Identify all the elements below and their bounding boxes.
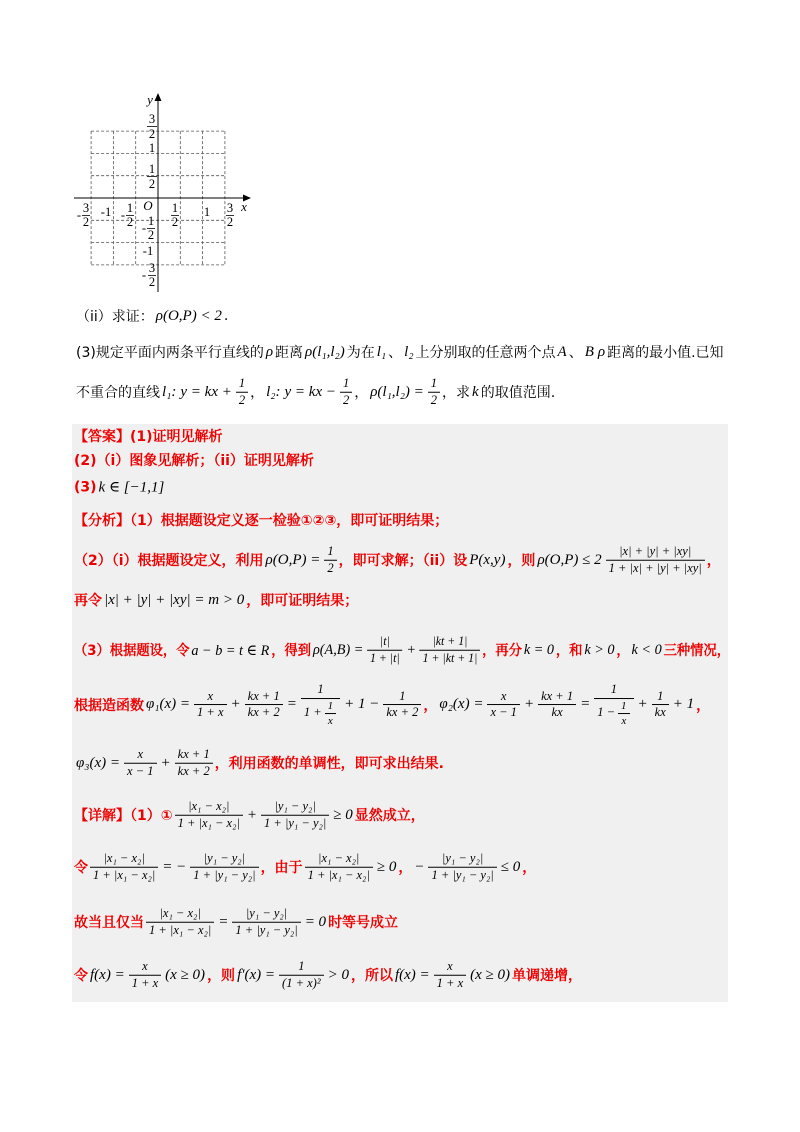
fraction-numerator	[606, 545, 705, 561]
fraction	[129, 960, 161, 991]
text-run: ，则	[207, 968, 236, 984]
text-run: 不重合的直线	[76, 385, 160, 401]
fraction-numerator	[428, 852, 496, 868]
fraction	[232, 907, 300, 938]
math-expression: ρ(l₁,l₂)	[305, 343, 345, 360]
text-run: 距离	[275, 345, 304, 361]
fraction-denominator	[420, 651, 480, 666]
math-text: kx + 2	[177, 763, 210, 778]
math-text: 1 + x	[131, 975, 159, 990]
math-text: 1 + |x₁ − x₂|	[149, 922, 212, 937]
question-ii-prompt	[76, 306, 228, 326]
text-run: ，即可求解；（ii）设	[338, 553, 468, 569]
tick-numerator: 1	[126, 201, 134, 215]
math-expression: −	[414, 858, 425, 875]
math-text: kx	[551, 705, 563, 720]
fraction	[606, 545, 705, 576]
text-run: (3)规定平面内两条平行直线的	[76, 345, 264, 361]
tick-numerator: 1	[147, 214, 155, 228]
fraction-denominator	[232, 923, 300, 938]
tick-sign: -	[141, 221, 147, 235]
math-expression: +	[230, 696, 241, 713]
math-text: |kt + 1|	[432, 633, 468, 648]
fraction-denominator	[325, 714, 337, 727]
text-run: 根据造函数	[74, 698, 144, 714]
fraction	[428, 852, 496, 883]
math-text: 2	[327, 560, 334, 575]
text-run: ，即可证明结果；	[246, 593, 359, 609]
text-run: ，	[250, 385, 265, 401]
tick-denominator: 2	[226, 215, 234, 229]
math-text: |y₁ − y₂|	[245, 905, 288, 920]
text-run: 【详解】（1）①	[74, 808, 173, 824]
math-expression: + 1	[672, 696, 695, 713]
text-run: 故当且仅当	[74, 915, 144, 931]
text-run: ，	[423, 698, 438, 714]
fraction	[340, 377, 352, 408]
math-text: |y₁ − y₂|	[203, 850, 246, 865]
fraction	[428, 377, 440, 408]
math-expression: k > 0	[584, 641, 615, 658]
x-tick-label-1-2	[171, 201, 179, 229]
math-expression: φ₃(x) =	[76, 754, 121, 771]
text-run: ，由于	[260, 860, 303, 876]
fraction-denominator	[236, 393, 248, 408]
math-expression: k	[472, 383, 479, 400]
fraction	[618, 700, 630, 727]
tick-denominator: 2	[148, 177, 156, 191]
analysis-part-3	[74, 635, 730, 666]
math-expression: + 1 −	[344, 696, 380, 713]
analysis-part-2-continued	[74, 590, 358, 610]
math-text: 1 + |t|	[370, 650, 400, 665]
text-run: 、	[568, 345, 583, 361]
math-text: |y₁ − y₂|	[441, 850, 484, 865]
fraction-denominator	[175, 816, 243, 831]
fraction-numerator	[245, 690, 283, 706]
fraction	[124, 748, 156, 779]
math-expression: f(x) =	[394, 966, 430, 983]
fraction	[324, 545, 336, 576]
math-expression: y = kx +	[180, 383, 232, 400]
text-run: 三种情况，	[663, 643, 730, 659]
fraction-denominator	[538, 706, 576, 721]
solution-part-1-condition-1	[74, 800, 425, 831]
text-run: 、	[388, 345, 403, 361]
fraction-denominator	[434, 976, 466, 991]
math-text: kx + 1	[177, 746, 210, 761]
math-expression: ρ(O,P) ≤ 2	[537, 551, 602, 568]
text-run: 距离的最小值.已知	[607, 345, 724, 361]
coordinate-grid-figure	[60, 88, 260, 300]
math-text: |x₁ − x₂|	[159, 905, 201, 920]
question-3-given	[76, 377, 555, 408]
fraction-numerator	[261, 800, 329, 816]
tick-numerator: 3	[226, 201, 234, 215]
math-text: 1	[621, 699, 627, 712]
math-text: x	[142, 958, 148, 973]
math-text: 1 + x	[436, 975, 464, 990]
fraction-denominator	[618, 714, 630, 727]
math-expression: A	[557, 343, 567, 360]
tick-numerator: 3	[148, 112, 156, 126]
fraction-numerator	[301, 683, 340, 699]
x-tick-label-3-2	[226, 201, 234, 229]
math-text: 1	[317, 682, 324, 697]
text-run: 的取值范围.	[480, 385, 556, 401]
fraction-numerator	[487, 690, 519, 706]
tick-sign: -	[76, 208, 82, 222]
analysis-part-2	[74, 545, 721, 576]
question-3-definition	[76, 342, 724, 362]
math-text: |x₁ − x₂|	[188, 798, 230, 813]
fraction-denominator	[279, 976, 324, 991]
tick-numerator: 3	[82, 201, 90, 215]
y-tick-label-neg-1: -1	[142, 244, 154, 258]
math-text: 1 + x	[197, 705, 224, 720]
y-tick-label-1: 1	[148, 141, 156, 155]
math-expression: (x ≥ 0)	[470, 966, 511, 983]
text-run: 【答案】(1)证明见解析	[74, 429, 223, 445]
math-text: 1	[327, 543, 334, 558]
fraction-numerator	[194, 690, 226, 706]
text-run: .	[223, 308, 229, 324]
fraction-numerator	[340, 377, 352, 393]
fraction-numerator	[367, 635, 402, 651]
math-expression: l₁	[376, 343, 387, 360]
math-text: x	[621, 714, 627, 727]
math-expression: +	[637, 696, 648, 713]
tick-denominator: 2	[148, 275, 156, 289]
fraction	[538, 690, 576, 721]
math-expression: f(x) =	[90, 966, 125, 983]
math-expression: B	[584, 343, 594, 360]
tick-sign: -	[141, 268, 147, 282]
text-run: ，得到	[271, 643, 312, 659]
text-run: 上分别取的任意两个点	[415, 345, 556, 361]
fraction-numerator	[594, 683, 633, 699]
math-text: |t|	[379, 633, 390, 648]
analysis-part-3-functions	[74, 683, 710, 727]
math-expression: l₁:	[162, 383, 177, 400]
math-expression: (x ≥ 0)	[165, 966, 206, 983]
tick-denominator: 2	[148, 127, 156, 141]
math-expression: =	[286, 696, 297, 713]
fraction-numerator	[175, 800, 243, 816]
fraction-numerator	[90, 852, 158, 868]
math-expression: l₂	[404, 343, 414, 360]
math-text: kx + 2	[247, 705, 280, 720]
math-expression: ρ	[597, 343, 606, 360]
math-text: (1 + x)²	[282, 975, 321, 990]
math-expression: k < 0	[631, 641, 662, 658]
analysis-part-3-conclusion	[74, 748, 444, 779]
fraction-numerator	[420, 635, 480, 651]
math-expression: a − b = t ∈ R	[191, 642, 270, 659]
fraction	[325, 700, 337, 727]
fraction	[279, 960, 324, 991]
answer-part-2	[74, 450, 314, 470]
math-expression: +	[160, 754, 171, 771]
x-tick-label-1: 1	[203, 205, 211, 219]
math-text: 1 + |x₁ − x₂|	[93, 867, 156, 882]
fraction-numerator	[279, 960, 324, 976]
fraction	[90, 852, 158, 883]
math-text: x	[327, 714, 333, 727]
text-run: ，利用函数的单调性，即可求出结果.	[214, 756, 445, 772]
math-text: 1 + |x₁ − x₂|	[307, 867, 370, 882]
math-text: 1 + |x₁ − x₂|	[177, 815, 240, 830]
text-run: 时等号成立	[328, 915, 399, 931]
math-text: kx + 1	[247, 688, 280, 703]
text-run: （2）（i）根据题设定义，利用	[74, 553, 264, 569]
fraction	[175, 748, 213, 779]
solution-step-assume	[74, 852, 536, 883]
math-expression: φ₁(x) =	[146, 696, 191, 713]
math-text: |x| + |y| + |xy|	[619, 543, 692, 558]
fraction-denominator	[124, 764, 156, 779]
math-expression: k ∈ [−1,1]	[98, 479, 165, 496]
origin-label: O	[143, 198, 153, 213]
fraction-numerator	[652, 690, 669, 706]
text-run: 再令	[74, 593, 102, 609]
fraction-numerator	[538, 690, 576, 706]
fraction-numerator	[618, 700, 630, 714]
math-text: kx + 2	[386, 705, 419, 720]
text-run: ，则	[507, 553, 536, 569]
fraction-numerator	[324, 545, 336, 561]
fraction-denominator	[90, 868, 158, 883]
text-run: ，	[522, 860, 537, 876]
text-run: ，	[398, 860, 413, 876]
text-run: ，	[616, 643, 630, 659]
fraction	[301, 683, 340, 727]
fraction	[175, 800, 243, 831]
x-tick-label-neg-3-2	[77, 201, 90, 229]
math-expression: =	[580, 696, 591, 713]
fraction	[420, 635, 480, 666]
math-text: 1	[342, 375, 350, 390]
fraction	[434, 960, 466, 991]
math-text: 1 + |kt + 1|	[422, 650, 478, 665]
math-text: x − 1	[127, 763, 154, 778]
math-text: x	[447, 958, 453, 973]
math-expression: ≥ 0	[376, 858, 397, 875]
tick-sign: -	[120, 208, 126, 222]
fraction-numerator	[232, 907, 300, 923]
text-run: 显然成立，	[354, 808, 425, 824]
math-expression: l₂:	[266, 383, 281, 400]
tick-denominator: 2	[171, 215, 179, 229]
fraction-denominator	[245, 706, 283, 721]
text-run: 令	[74, 968, 88, 984]
fraction-numerator	[428, 377, 440, 393]
math-text: x	[207, 688, 214, 703]
math-text: x − 1	[490, 705, 517, 720]
fraction-denominator	[129, 976, 161, 991]
text-run: ，和	[555, 643, 583, 659]
text-run: 令	[74, 860, 88, 876]
math-expression: ≥ 0	[333, 806, 353, 823]
math-text: 1	[430, 375, 438, 390]
fraction	[190, 852, 258, 883]
math-expression: 1 −	[597, 705, 616, 720]
math-text: 2	[238, 392, 246, 407]
fraction-denominator	[261, 816, 329, 831]
text-run: (2)（i）图象见解析；（ii）证明见解析	[74, 453, 314, 469]
text-run: ，再分	[482, 643, 522, 659]
fraction-numerator	[146, 907, 214, 923]
fraction-denominator	[324, 561, 336, 576]
math-text: x	[137, 746, 144, 761]
math-text: 1	[327, 699, 334, 712]
math-expression: f′(x) =	[237, 966, 276, 983]
math-expression: ρ	[265, 343, 274, 360]
fraction-denominator	[340, 393, 352, 408]
text-run: ，求	[442, 385, 471, 401]
math-text: 2	[430, 392, 438, 407]
math-expression: =	[218, 913, 229, 930]
math-expression: +	[246, 806, 258, 823]
math-expression: > 0	[327, 966, 349, 983]
y-axis-label: y	[147, 92, 153, 107]
math-text: kx + 1	[541, 688, 574, 703]
math-text: 1	[399, 688, 406, 703]
fraction-denominator	[606, 561, 705, 576]
fraction	[305, 852, 373, 883]
math-expression: P(x,y)	[469, 551, 506, 568]
x-axis-label: x	[241, 199, 247, 214]
text-run: 【分析】（1）根据题设定义逐一检验①②③，即可证明结果；	[74, 513, 449, 529]
math-expression: ρ(O,P) < 2	[155, 307, 222, 324]
fraction	[236, 377, 248, 408]
text-run: （ii）求证：	[76, 309, 154, 325]
math-text: 1 + |y₁ − y₂|	[264, 815, 327, 830]
math-expression: ≤ 0	[500, 858, 521, 875]
math-expression: = −	[162, 858, 187, 875]
tick-numerator: 1	[171, 201, 179, 215]
fraction-denominator	[428, 868, 496, 883]
text-run: ，	[706, 553, 721, 569]
math-expression: |x| + |y| + |xy| = m > 0	[104, 591, 245, 608]
text-run: 为在	[346, 345, 375, 361]
fraction-numerator	[383, 690, 421, 706]
math-text: x	[500, 688, 507, 703]
math-text: kx	[654, 705, 666, 720]
fraction	[594, 683, 633, 727]
y-tick-label-3-2	[147, 112, 157, 141]
fraction	[487, 690, 519, 721]
solution-step-monotonic	[74, 960, 582, 991]
math-text: 1 + |y₁ − y₂|	[235, 922, 298, 937]
fraction-denominator	[383, 706, 421, 721]
math-expression: 1 +	[303, 705, 322, 720]
math-expression: φ₂(x) =	[439, 696, 484, 713]
math-text: 1 + |y₁ − y₂|	[431, 867, 494, 882]
math-text: 2	[342, 392, 350, 407]
fraction-numerator	[190, 852, 258, 868]
answer-part-1	[74, 426, 223, 446]
tick-denominator: 2	[82, 215, 90, 229]
text-run: 单调递增，	[512, 968, 583, 984]
fraction-denominator	[146, 923, 214, 938]
math-text: 1	[298, 958, 305, 973]
fraction-denominator	[175, 764, 213, 779]
math-expression: ρ(l₁,l₂) =	[370, 383, 424, 400]
fraction	[245, 690, 283, 721]
y-tick-label-1-2	[147, 162, 157, 191]
text-run: ，所以	[350, 968, 393, 984]
text-run: ，	[696, 698, 711, 714]
fraction	[383, 690, 421, 721]
fraction-denominator	[428, 393, 440, 408]
math-expression: +	[523, 696, 535, 713]
fraction-numerator	[175, 748, 213, 764]
fraction-numerator	[129, 960, 161, 976]
fraction	[261, 800, 329, 831]
y-tick-label-neg-1-2	[142, 214, 155, 242]
fraction-denominator	[305, 868, 373, 883]
x-tick-label-neg-1-2	[121, 201, 134, 229]
fraction-numerator	[325, 700, 337, 714]
math-text: |x₁ − x₂|	[103, 850, 145, 865]
fraction	[146, 907, 214, 938]
fraction	[367, 635, 402, 666]
fraction-denominator	[194, 706, 226, 721]
y-axis-arrow-icon	[155, 93, 162, 101]
math-expression: ρ(A,B) =	[312, 641, 364, 658]
math-text: 1 + |x| + |y| + |xy|	[608, 560, 702, 575]
fraction-numerator	[305, 852, 373, 868]
math-text: 1	[238, 375, 246, 390]
fraction-numerator	[434, 960, 466, 976]
math-expression: +	[406, 641, 416, 658]
math-expression: k = 0	[523, 641, 554, 658]
answer-part-3	[74, 478, 166, 497]
math-text: |x₁ − x₂|	[318, 850, 360, 865]
analysis-part-1	[74, 510, 448, 530]
x-tick-label-neg-1: -1	[100, 205, 112, 219]
fraction-numerator	[124, 748, 156, 764]
fraction-denominator	[367, 651, 402, 666]
math-text: 1 + |y₁ − y₂|	[193, 867, 256, 882]
fraction-denominator	[301, 699, 340, 727]
text-run: (3)	[74, 479, 97, 495]
fraction-denominator	[190, 868, 258, 883]
math-expression: y = kx −	[284, 383, 336, 400]
fraction-denominator	[487, 706, 519, 721]
math-text: |y₁ − y₂|	[274, 798, 316, 813]
fraction-denominator	[652, 706, 669, 721]
math-text: 1	[610, 682, 617, 697]
math-expression: = 0	[304, 913, 327, 930]
fraction-numerator	[236, 377, 248, 393]
tick-numerator: 1	[148, 162, 156, 176]
math-expression: ρ(O,P) =	[265, 551, 321, 568]
fraction	[194, 690, 226, 721]
tick-denominator: 2	[126, 215, 134, 229]
text-run: ，	[354, 385, 369, 401]
tick-denominator: 2	[147, 228, 155, 242]
fraction-denominator	[594, 699, 633, 727]
fraction	[652, 690, 669, 721]
tick-numerator: 3	[148, 261, 156, 275]
solution-step-equality	[74, 907, 398, 938]
math-text: 1	[657, 688, 664, 703]
text-run: （3）根据题设，令	[74, 643, 190, 659]
